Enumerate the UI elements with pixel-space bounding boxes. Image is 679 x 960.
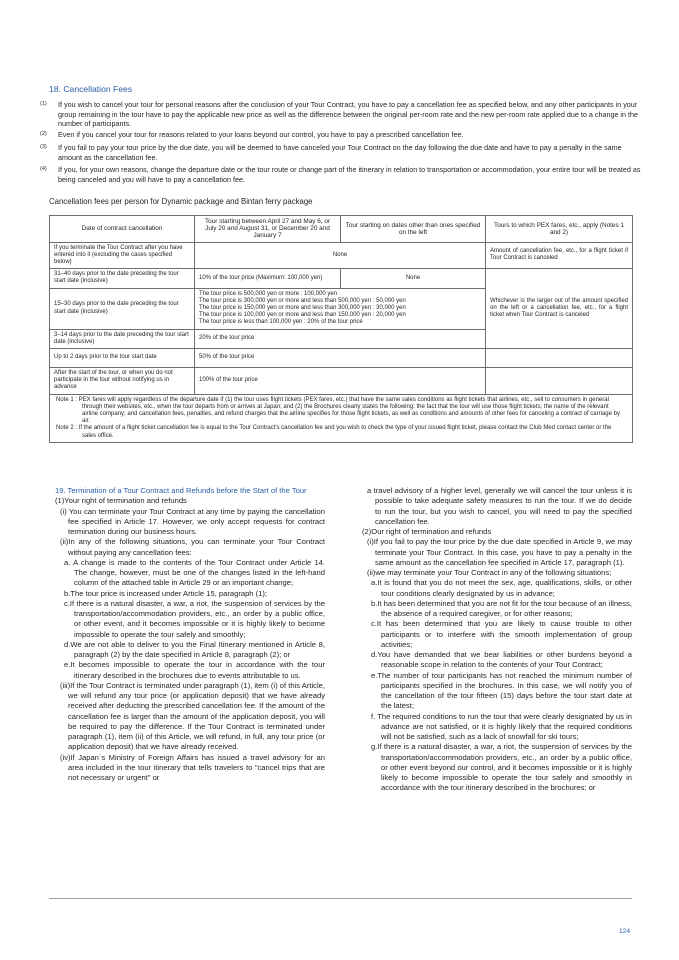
clause: c.It has been determined that you are likely to cause trouble to other participants or to interfere with the smooth implementation of group activities; — [371, 619, 632, 649]
clause: (1)Your right of termination and refunds — [55, 496, 187, 506]
clause: (i) You can terminate your Tour Contract at any time by paying the cancellation fee specified in Article 17. However, we only accept requests for contract termination during our business hours. — [60, 506, 325, 536]
table-cell: None — [341, 269, 486, 288]
clause: (ii)we may terminate your Tour Contract in any of the following situations; — [367, 568, 612, 577]
clause: (i)If you fail to pay the tour price by the due date specified in Article 9, we may terminate your Tour Contract. In this case, you have to pay a penalty in the same amount as the cancellation fee specified in Article 17, paragraph (1). — [367, 537, 632, 567]
table-header: Tour starting on dates other than ones specified on the left — [341, 216, 486, 243]
section-18-title: 18. Cancellation Fees — [49, 84, 133, 94]
table-header-row — [50, 216, 633, 243]
section-18-paragraph-4: (4) If you, for your own reasons, change the departure date or the tour route or change part of the itinerary in relation to transportation or accommodation, your entire tour will be treated as being canceled and you will have to pay a cancellation fee. — [40, 165, 641, 184]
clause: a. A change is made to the contents of the Tour Contract under Article 14. The change, however, must be one of the changes listed in the left-hand column of the attached table in Article 29 or an important change; — [64, 557, 325, 588]
cancellation-fee-table — [49, 215, 633, 443]
section-19-title: 19. Termination of a Tour Contract and Refunds before the Start of the Tour — [55, 486, 307, 495]
fee-tier-line: The tour price is 100,000 yen or more and less than 150,000 yen : 20,000 yen — [199, 312, 406, 319]
table-cell: Up to 2 days prior to the tour start date — [50, 349, 195, 368]
table-cell: 100% of the tour price — [195, 368, 486, 395]
table-note-2: Note 2 : If the amount of a flight ticket cancellation fee is equal to the Tour Contract's cancellation fee and you wish to check the type of your issued flight ticket, please contact the Club Med contact center or the sales office. — [56, 425, 612, 439]
clause: a.It is found that you do not meet the sex, age, qualifications, skills, or other tour conditions clearly designated by us in advance; — [371, 578, 632, 598]
fee-tier-line: The tour price is 150,000 yen or more and less than 300,000 yen : 30,000 yen — [199, 305, 406, 312]
section-18-paragraph-3: (3) If you fail to pay your tour price by the due date, you will be deemed to have canceled your Tour Contract on the day following the due date and have to pay a penalty in the same amount as the cancellation fee. — [40, 143, 622, 162]
clause: (2)Our right of termination and refunds — [362, 527, 492, 536]
section-18-paragraph-1: (1) If you wish to cancel your tour for personal reasons after the conclusion of your Tour Contract, you have to pay a cancellation fee as specified below, and any other participants in your group remaining in the tour have to pay the applicable new price as well as the difference between the original per-room rate and the new per-room rate applied due to a change in the number of participants. — [40, 100, 639, 129]
clause: b.It has been determined that you are not fit for the tour because of an illness, the absence of a required caregiver, or for other reasons; — [371, 598, 632, 618]
table-cell: Whichever is the larger out of the amount specified on the left or a cancellation fee, etc., for a flight ticket when Tour Contract is canceled — [486, 269, 633, 349]
table-cell: 50% of the tour price — [195, 349, 486, 368]
page-number: 124 — [618, 928, 630, 935]
clause: (iii)If the Tour Contract is terminated under paragraph (1), item (i) of this Article, we will refund any tour price (or application deposit) that we have already received after deducting the prescribed cancellation fee. If the amount of the cancellation fee is larger than the amount of the application deposit, you will be required to pay the difference. If the Tour Contract is terminated under paragraph (1), item (ii) of this Article, we will refund, in full, any tour price (or application deposit) that we have already received. — [60, 680, 325, 752]
table-cell: Amount of cancellation fee, etc., for a flight ticket if Tour Contract is canceled — [486, 242, 633, 269]
table-row — [50, 349, 633, 368]
clause: a travel advisory of a higher level, generally we will cancel the tour unless it is possible to take adequate safety measures to run the tour. If we do decide to run the tour, but you wish to cancel, you will need to pay the specified cancellation fee. — [367, 486, 632, 526]
fee-tier-line: The tour price is 300,000 yen or more and less than 500,000 yen : 50,000 yen — [199, 297, 406, 304]
table-cell: If you terminate the Tour Contract after you have entered into it (excluding the cases specified below) — [50, 242, 195, 269]
fee-tier-line: The tour price is less than 100,000 yen : 20% of the tour price — [199, 319, 363, 326]
table-cell: After the start of the tour, or when you do not participate in the tour without notifying us in advance — [50, 368, 195, 395]
clause: e.The number of tour participants has not reached the minimum number of participants specified in the brochures. In this case, we will notify you of the cancellation of the tour fifteen (15) days before the tour start date at the latest; — [371, 670, 632, 711]
table-cell: 31–40 days prior to the date preceding the tour start date (inclusive) — [50, 269, 195, 288]
table-cell — [486, 349, 633, 368]
section-19-left-column — [49, 486, 325, 783]
clause: d.We are not able to deliver to you the Final Itinerary mentioned in Article 8, paragraph (2) by the date specified in Article 8, paragraph (2); or — [64, 639, 325, 659]
table-cell: 15–30 days prior to the date preceding the tour start date (inclusive) — [50, 288, 195, 329]
clause: g.If there is a natural disaster, a war, a riot, the suspension of services by the transportation/accommodation providers, etc., an order by a public office, or other event beyond our control, and it becomes impossible or it is highly likely to become impossible to operate the tour safely and smoothly in accordance with the tour itinerary described in the brochures; or — [371, 742, 632, 793]
clause: b.The tour price is increased under Article 15, paragraph (1); — [64, 588, 268, 598]
clause: c.If there is a natural disaster, a war, a riot, the suspension of services by the transportation/accommodation providers, etc., an order by a public office, or other event, and it becomes impossible or it is highly likely to become impossible to operate the tour safely and smoothly; — [64, 598, 325, 639]
section-19-right-column — [356, 486, 632, 794]
table-cell — [195, 288, 486, 329]
table-notes-row — [50, 394, 633, 442]
table-header: Tour starting between April 27 and May 6, or July 20 and August 31, or December 20 and January 7 — [195, 216, 341, 243]
table-cell: 20% of the tour price — [195, 329, 486, 348]
clause: (iv)If Japan`s Ministry of Foreign Affairs has issued a travel advisory for an area included in the tour itinerary that tells travelers to "cancel trips that are not necessary or urgent" or — [60, 752, 325, 782]
footer-divider — [49, 898, 632, 899]
section-18-paragraph-2: (2) Even if you cancel your tour for reasons related to your loans beyond our control, you have to pay a prescribed cancellation fee. — [40, 130, 464, 139]
fee-tier-line: The tour price is 500,000 yen or more : 100,000 yen — [199, 290, 338, 297]
table-header: Date of contract cancellation — [50, 216, 195, 243]
table-cell: None — [195, 242, 486, 269]
table-cell — [486, 368, 633, 395]
table-row — [50, 368, 633, 395]
table-row — [50, 269, 633, 288]
clause: (ii)In any of the following situations, you can terminate your Tour Contract without paying any cancellation fees: — [60, 537, 325, 557]
table-note-1: Note 1 : PEX fares will apply regardless of the departure date if (1) the tour uses flight tickets (PEX fares, etc.) that have the same sales conditions as flight tickets that airlines, etc., sell to consumers in general through their websites, etc., when the tour departs from or arrives at Japan; and (2) the Brochures clearly states the following: the fact that the tour will use those flight tickets; the name of the relevant airline company; and cancellation fees, penalties, and refund charges that the airline specifies for those flight tickets, as well as conditions and amounts of other fees for canceling a contract of carriage by air. — [56, 396, 620, 425]
table-cell: 3–14 days prior to the date preceding the tour start date (inclusive) — [50, 329, 195, 348]
clause: f. The required conditions to run the tour that were clearly designated by us in advance are not satisfied, or it is highly likely that the required conditions will not be satisfied, such as a lack of snowfall for ski tours; — [371, 711, 632, 741]
clause: d.You have demanded that we bear liabilities or other burdens beyond a reasonable scope in relation to the contents of your Tour Contract; — [371, 650, 632, 670]
table-notes — [50, 394, 633, 442]
table-cell: 10% of the tour price (Maximum: 100,000 yen) — [195, 269, 341, 288]
table-row — [50, 242, 633, 269]
table-caption: Cancellation fees per person for Dynamic package and Bintan ferry package — [49, 197, 313, 206]
table-header: Tours to which PEX fares, etc., apply (Notes 1 and 2) — [486, 216, 633, 243]
clause: e.It becomes impossible to operate the tour in accordance with the tour itinerary described in the brochures due to events attributable to us. — [64, 660, 325, 680]
